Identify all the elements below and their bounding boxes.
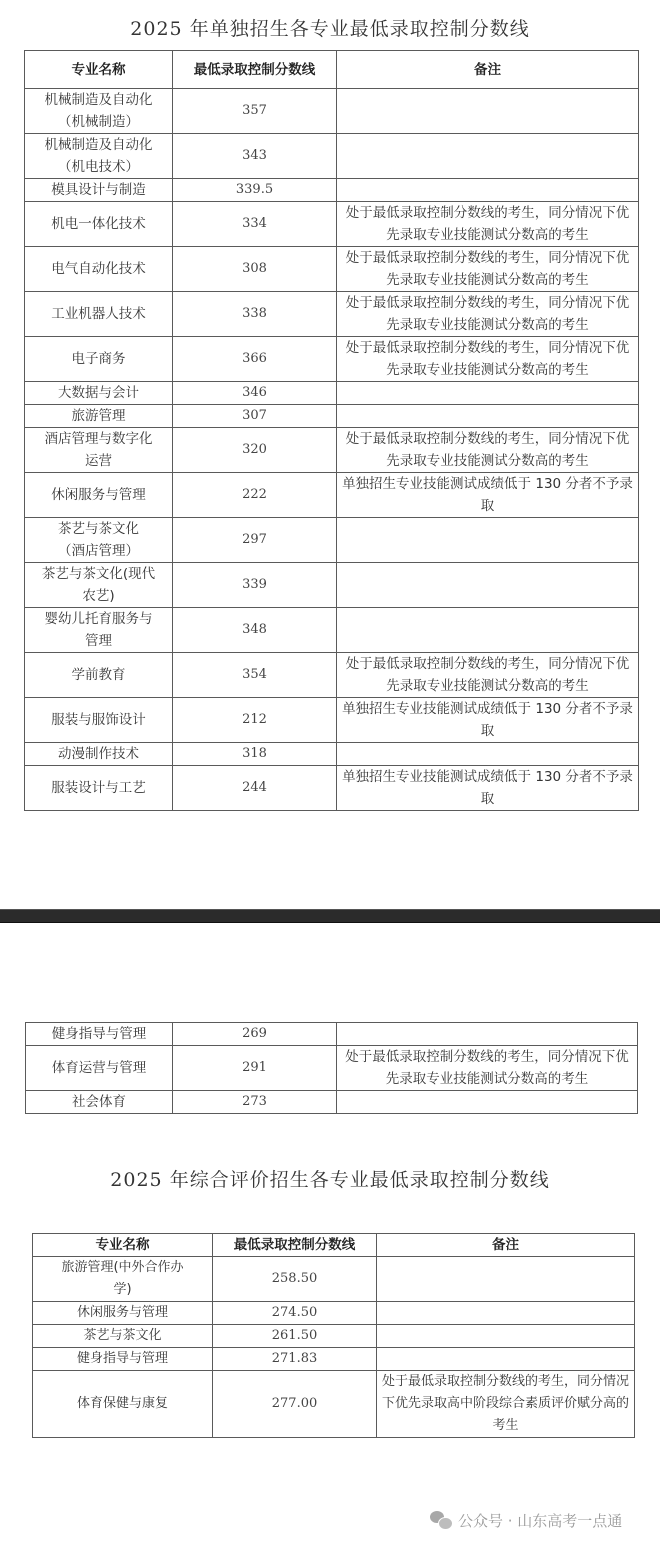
score: 339: [173, 563, 337, 608]
major-name: 婴幼儿托育服务与 管理: [25, 608, 173, 653]
major-name: 模具设计与制造: [25, 179, 173, 202]
note: 单独招生专业技能测试成绩低于 130 分者不予录取: [337, 766, 639, 811]
table-row: [25, 247, 639, 292]
table-row: [25, 653, 639, 698]
note: 处于最低录取控制分数线的考生，同分情况下优先录取专业技能测试分数高的考生: [337, 428, 639, 473]
major-name: 学前教育: [25, 653, 173, 698]
table-row: [25, 743, 639, 766]
score: 354: [173, 653, 337, 698]
major-name: 茶艺与茶文化(现代 农艺): [25, 563, 173, 608]
section1-title: 2025 年单独招生各专业最低录取控制分数线: [130, 18, 530, 40]
note: [337, 382, 639, 405]
table-row: [26, 1023, 638, 1046]
note: [377, 1325, 635, 1348]
major-name: 旅游管理: [25, 405, 173, 428]
major-name: 体育运营与管理: [26, 1046, 173, 1091]
note: [337, 134, 639, 179]
table-row: [25, 428, 639, 473]
score: 357: [173, 89, 337, 134]
score: 297: [173, 518, 337, 563]
major-name: 电子商务: [25, 337, 173, 382]
header-major: 专业名称: [25, 51, 173, 89]
table-row: [25, 698, 639, 743]
major-name: 大数据与会计: [25, 382, 173, 405]
note: 处于最低录取控制分数线的考生，同分情况下优先录取专业技能测试分数高的考生: [337, 337, 639, 382]
note: 处于最低录取控制分数线的考生，同分情况下优先录取专业技能测试分数高的考生: [337, 1046, 638, 1091]
note: 处于最低录取控制分数线的考生，同分情况下优先录取高中阶段综合素质评价赋分高的考生: [377, 1371, 635, 1438]
major-name: 动漫制作技术: [25, 743, 173, 766]
table-row: [25, 337, 639, 382]
table-row: [33, 1302, 635, 1325]
table-row: [25, 134, 639, 179]
score: 244: [173, 766, 337, 811]
table-row: [33, 1325, 635, 1348]
page-separator-bar: [0, 909, 660, 923]
score: 346: [173, 382, 337, 405]
major-name: 旅游管理(中外合作办 学): [33, 1257, 213, 1302]
table-row: [25, 202, 639, 247]
header-score: 最低录取控制分数线: [213, 1234, 377, 1257]
major-name: 茶艺与茶文化: [33, 1325, 213, 1348]
major-name: 休闲服务与管理: [25, 473, 173, 518]
note: 处于最低录取控制分数线的考生，同分情况下优先录取专业技能测试分数高的考生: [337, 247, 639, 292]
major-name: 酒店管理与数字化 运营: [25, 428, 173, 473]
note: [337, 89, 639, 134]
note: [337, 608, 639, 653]
note: [337, 405, 639, 428]
score: 291: [173, 1046, 337, 1091]
score: 338: [173, 292, 337, 337]
score: 212: [173, 698, 337, 743]
major-name: 服装与服饰设计: [25, 698, 173, 743]
major-name: 社会体育: [26, 1091, 173, 1114]
table-row: [33, 1257, 635, 1302]
header-note: 备注: [377, 1234, 635, 1257]
table-row: [25, 179, 639, 202]
score: 348: [173, 608, 337, 653]
header-major: 专业名称: [33, 1234, 213, 1257]
note: [337, 1023, 638, 1046]
score: 339.5: [173, 179, 337, 202]
table-row: [33, 1348, 635, 1371]
note: 单独招生专业技能测试成绩低于 130 分者不予录取: [337, 473, 639, 518]
note: [337, 179, 639, 202]
table-row: [25, 473, 639, 518]
major-name: 体育保健与康复: [33, 1371, 213, 1438]
table-row: [33, 1371, 635, 1438]
score: 320: [173, 428, 337, 473]
score: 318: [173, 743, 337, 766]
note: [377, 1348, 635, 1371]
table-row: [25, 382, 639, 405]
major-name: 茶艺与茶文化 （酒店管理）: [25, 518, 173, 563]
header-note: 备注: [337, 51, 639, 89]
score: 334: [173, 202, 337, 247]
major-name: 工业机器人技术: [25, 292, 173, 337]
score: 308: [173, 247, 337, 292]
note: [377, 1257, 635, 1302]
table-row: [25, 89, 639, 134]
note: [337, 1091, 638, 1114]
score: 258.50: [213, 1257, 377, 1302]
note: 处于最低录取控制分数线的考生，同分情况下优先录取专业技能测试分数高的考生: [337, 653, 639, 698]
note: [337, 743, 639, 766]
note: 处于最低录取控制分数线的考生，同分情况下优先录取专业技能测试分数高的考生: [337, 292, 639, 337]
major-name: 服装设计与工艺: [25, 766, 173, 811]
table-row: [25, 766, 639, 811]
table-row: [25, 405, 639, 428]
section2-title: 2025 年综合评价招生各专业最低录取控制分数线: [110, 1169, 550, 1191]
table-row: [26, 1046, 638, 1091]
wechat-icon: [430, 1511, 452, 1529]
table-row: [26, 1091, 638, 1114]
major-name: 电气自动化技术: [25, 247, 173, 292]
score: 343: [173, 134, 337, 179]
note: 单独招生专业技能测试成绩低于 130 分者不予录取: [337, 698, 639, 743]
single-enrollment-table-continued: [25, 1022, 638, 1114]
major-name: 机电一体化技术: [25, 202, 173, 247]
score: 274.50: [213, 1302, 377, 1325]
table-row: [25, 518, 639, 563]
wechat-account-watermark: [430, 1508, 622, 1532]
score: 222: [173, 473, 337, 518]
note: [337, 518, 639, 563]
score: 269: [173, 1023, 337, 1046]
major-name: 机械制造及自动化 （机械制造）: [25, 89, 173, 134]
comprehensive-evaluation-table: [32, 1233, 635, 1438]
score: 273: [173, 1091, 337, 1114]
table-row: [25, 292, 639, 337]
note: [337, 563, 639, 608]
score: 271.83: [213, 1348, 377, 1371]
score: 277.00: [213, 1371, 377, 1438]
header-score: 最低录取控制分数线: [173, 51, 337, 89]
single-enrollment-table: [24, 50, 639, 811]
major-name: 机械制造及自动化 （机电技术）: [25, 134, 173, 179]
note: [377, 1302, 635, 1325]
score: 261.50: [213, 1325, 377, 1348]
score: 366: [173, 337, 337, 382]
table-row: [25, 608, 639, 653]
major-name: 健身指导与管理: [26, 1023, 173, 1046]
table-row: [25, 563, 639, 608]
major-name: 健身指导与管理: [33, 1348, 213, 1371]
note: 处于最低录取控制分数线的考生，同分情况下优先录取专业技能测试分数高的考生: [337, 202, 639, 247]
major-name: 休闲服务与管理: [33, 1302, 213, 1325]
watermark-text: 公众号 · 山东高考一点通: [458, 1511, 623, 1530]
score: 307: [173, 405, 337, 428]
